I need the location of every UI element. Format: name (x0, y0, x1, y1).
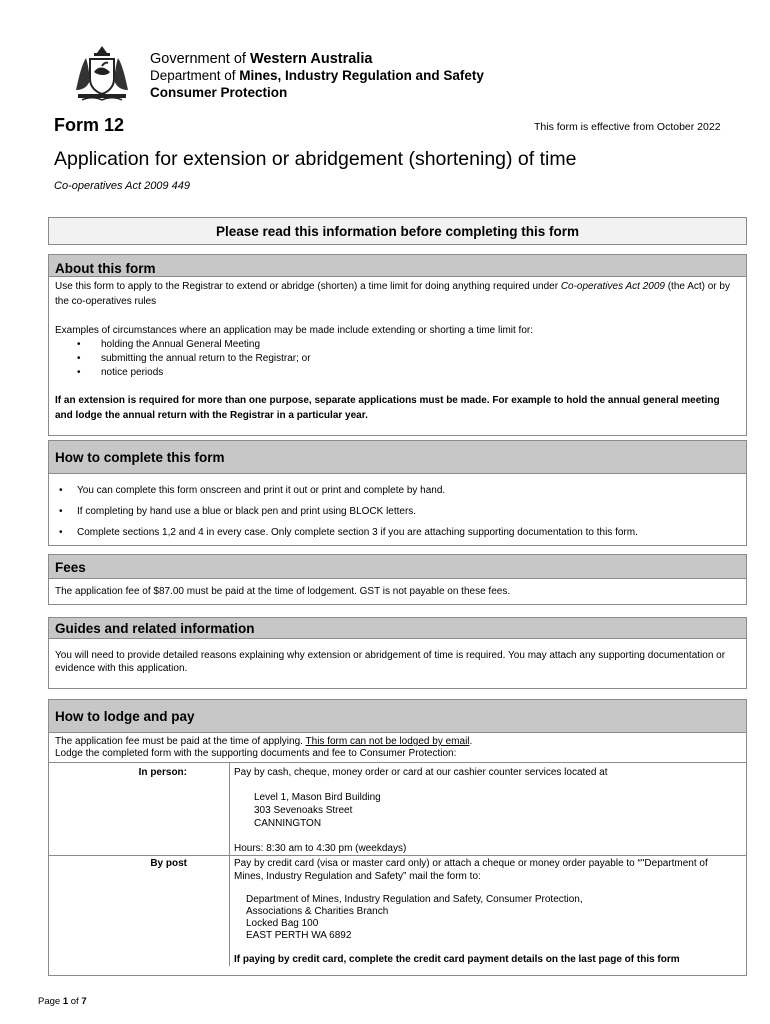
list-item: • You can complete this form onscreen and print it out or print and complete by hand. (55, 480, 740, 501)
in-person-label: In person: (49, 763, 230, 856)
guides-heading: Guides and related information (49, 618, 746, 639)
postal-address (234, 894, 738, 942)
lodge-section (48, 699, 747, 976)
about-heading: About this form (49, 255, 746, 277)
list-item: • If completing by hand use a blue or black pen and print using BLOCK letters. (55, 501, 740, 522)
wa-coat-of-arms-icon (72, 42, 132, 104)
table-row (49, 856, 746, 967)
page-title: Application for extension or abridgement (shortening) of time (54, 148, 577, 170)
about-intro: Use this form to apply to the Registrar to extend or abridge (shorten) a time limit for doing anything required under Co-operatives Act 2009 (the Act) or by the co-operatives rules (55, 281, 730, 307)
no-email-lodgement-note: This form can not be lodged by email (305, 736, 470, 747)
address-line: CANNINGTON (254, 818, 322, 829)
effective-date: This form is effective from October 2022 (534, 121, 721, 133)
address-line: 303 Sevenoaks Street (254, 805, 353, 816)
table-row (49, 763, 746, 856)
opening-hours: Hours: 8:30 am to 4:30 pm (weekdays) (234, 843, 407, 854)
in-person-text: Pay by cash, cheque, money order or card at our cashier counter services located at (234, 767, 608, 778)
examples-intro: Examples of circumstances where an application may be made include extending or shorting a time limit for: (55, 325, 534, 336)
guides-section (48, 617, 747, 689)
read-notice: Please read this information before completing this form (48, 217, 747, 245)
address-line: Associations & Charities Branch (246, 906, 389, 917)
page-number: Page 1 of 7 (38, 996, 87, 1007)
form-number: Form 12 (54, 115, 125, 135)
in-person-address (234, 791, 738, 830)
list-item: • submitting the annual return to the Registrar; or (55, 352, 740, 366)
division-name: Consumer Protection (150, 85, 288, 100)
list-item: • notice periods (55, 366, 740, 380)
fees-section (48, 554, 747, 605)
act-reference: Co-operatives Act 2009 449 (54, 180, 190, 192)
government-header (62, 40, 517, 112)
address-line: Level 1, Mason Bird Building (254, 792, 381, 803)
lodge-instructions: Lodge the completed form with the supporting documents and fee to Consumer Protection: (55, 748, 457, 759)
lodge-methods-table (49, 762, 746, 966)
by-post-text: Pay by credit card (visa or master card only) or attach a cheque or money order payable to “"Department of Mines, Industry Regulation and Safety” mail the form to: (234, 858, 708, 882)
by-post-label: By post (49, 856, 230, 967)
address-line: Department of Mines, Industry Regulation and Safety, Consumer Protection, (246, 894, 583, 905)
about-section (48, 254, 747, 436)
lodge-intro: The application fee must be paid at the time of applying. This form can not be lodged by email. (55, 736, 473, 747)
how-to-complete-section (48, 440, 747, 546)
how-to-complete-heading: How to complete this form (49, 441, 746, 474)
list-item: • Complete sections 1,2 and 4 in every case. Only complete section 3 if you are attaching supporting documentation to this form. (55, 522, 740, 543)
department-name: Department of Mines, Industry Regulation and Safety (150, 68, 484, 83)
guides-text: You will need to provide detailed reasons explaining why extension or abridgement of time is required. You may attach any supporting documentation or evidence with this application. (55, 650, 726, 674)
address-line: EAST PERTH WA 6892 (246, 930, 352, 941)
fees-text: The application fee of $87.00 must be paid at the time of lodgement. GST is not payable on these fees. (55, 586, 511, 597)
credit-card-note: If paying by credit card, complete the credit card payment details on the last page of this form (234, 954, 680, 965)
fees-heading: Fees (49, 555, 746, 579)
government-name: Government of Western Australia (150, 51, 373, 67)
list-item: • holding the Annual General Meeting (55, 338, 740, 352)
lodge-heading: How to lodge and pay (49, 700, 746, 733)
address-line: Locked Bag 100 (246, 918, 319, 929)
separate-applications-warning: If an extension is required for more than one purpose, separate applications must be made. For example to hold the annual general meeting and lodge the annual return with the Registrar in a particular year. (55, 395, 720, 421)
